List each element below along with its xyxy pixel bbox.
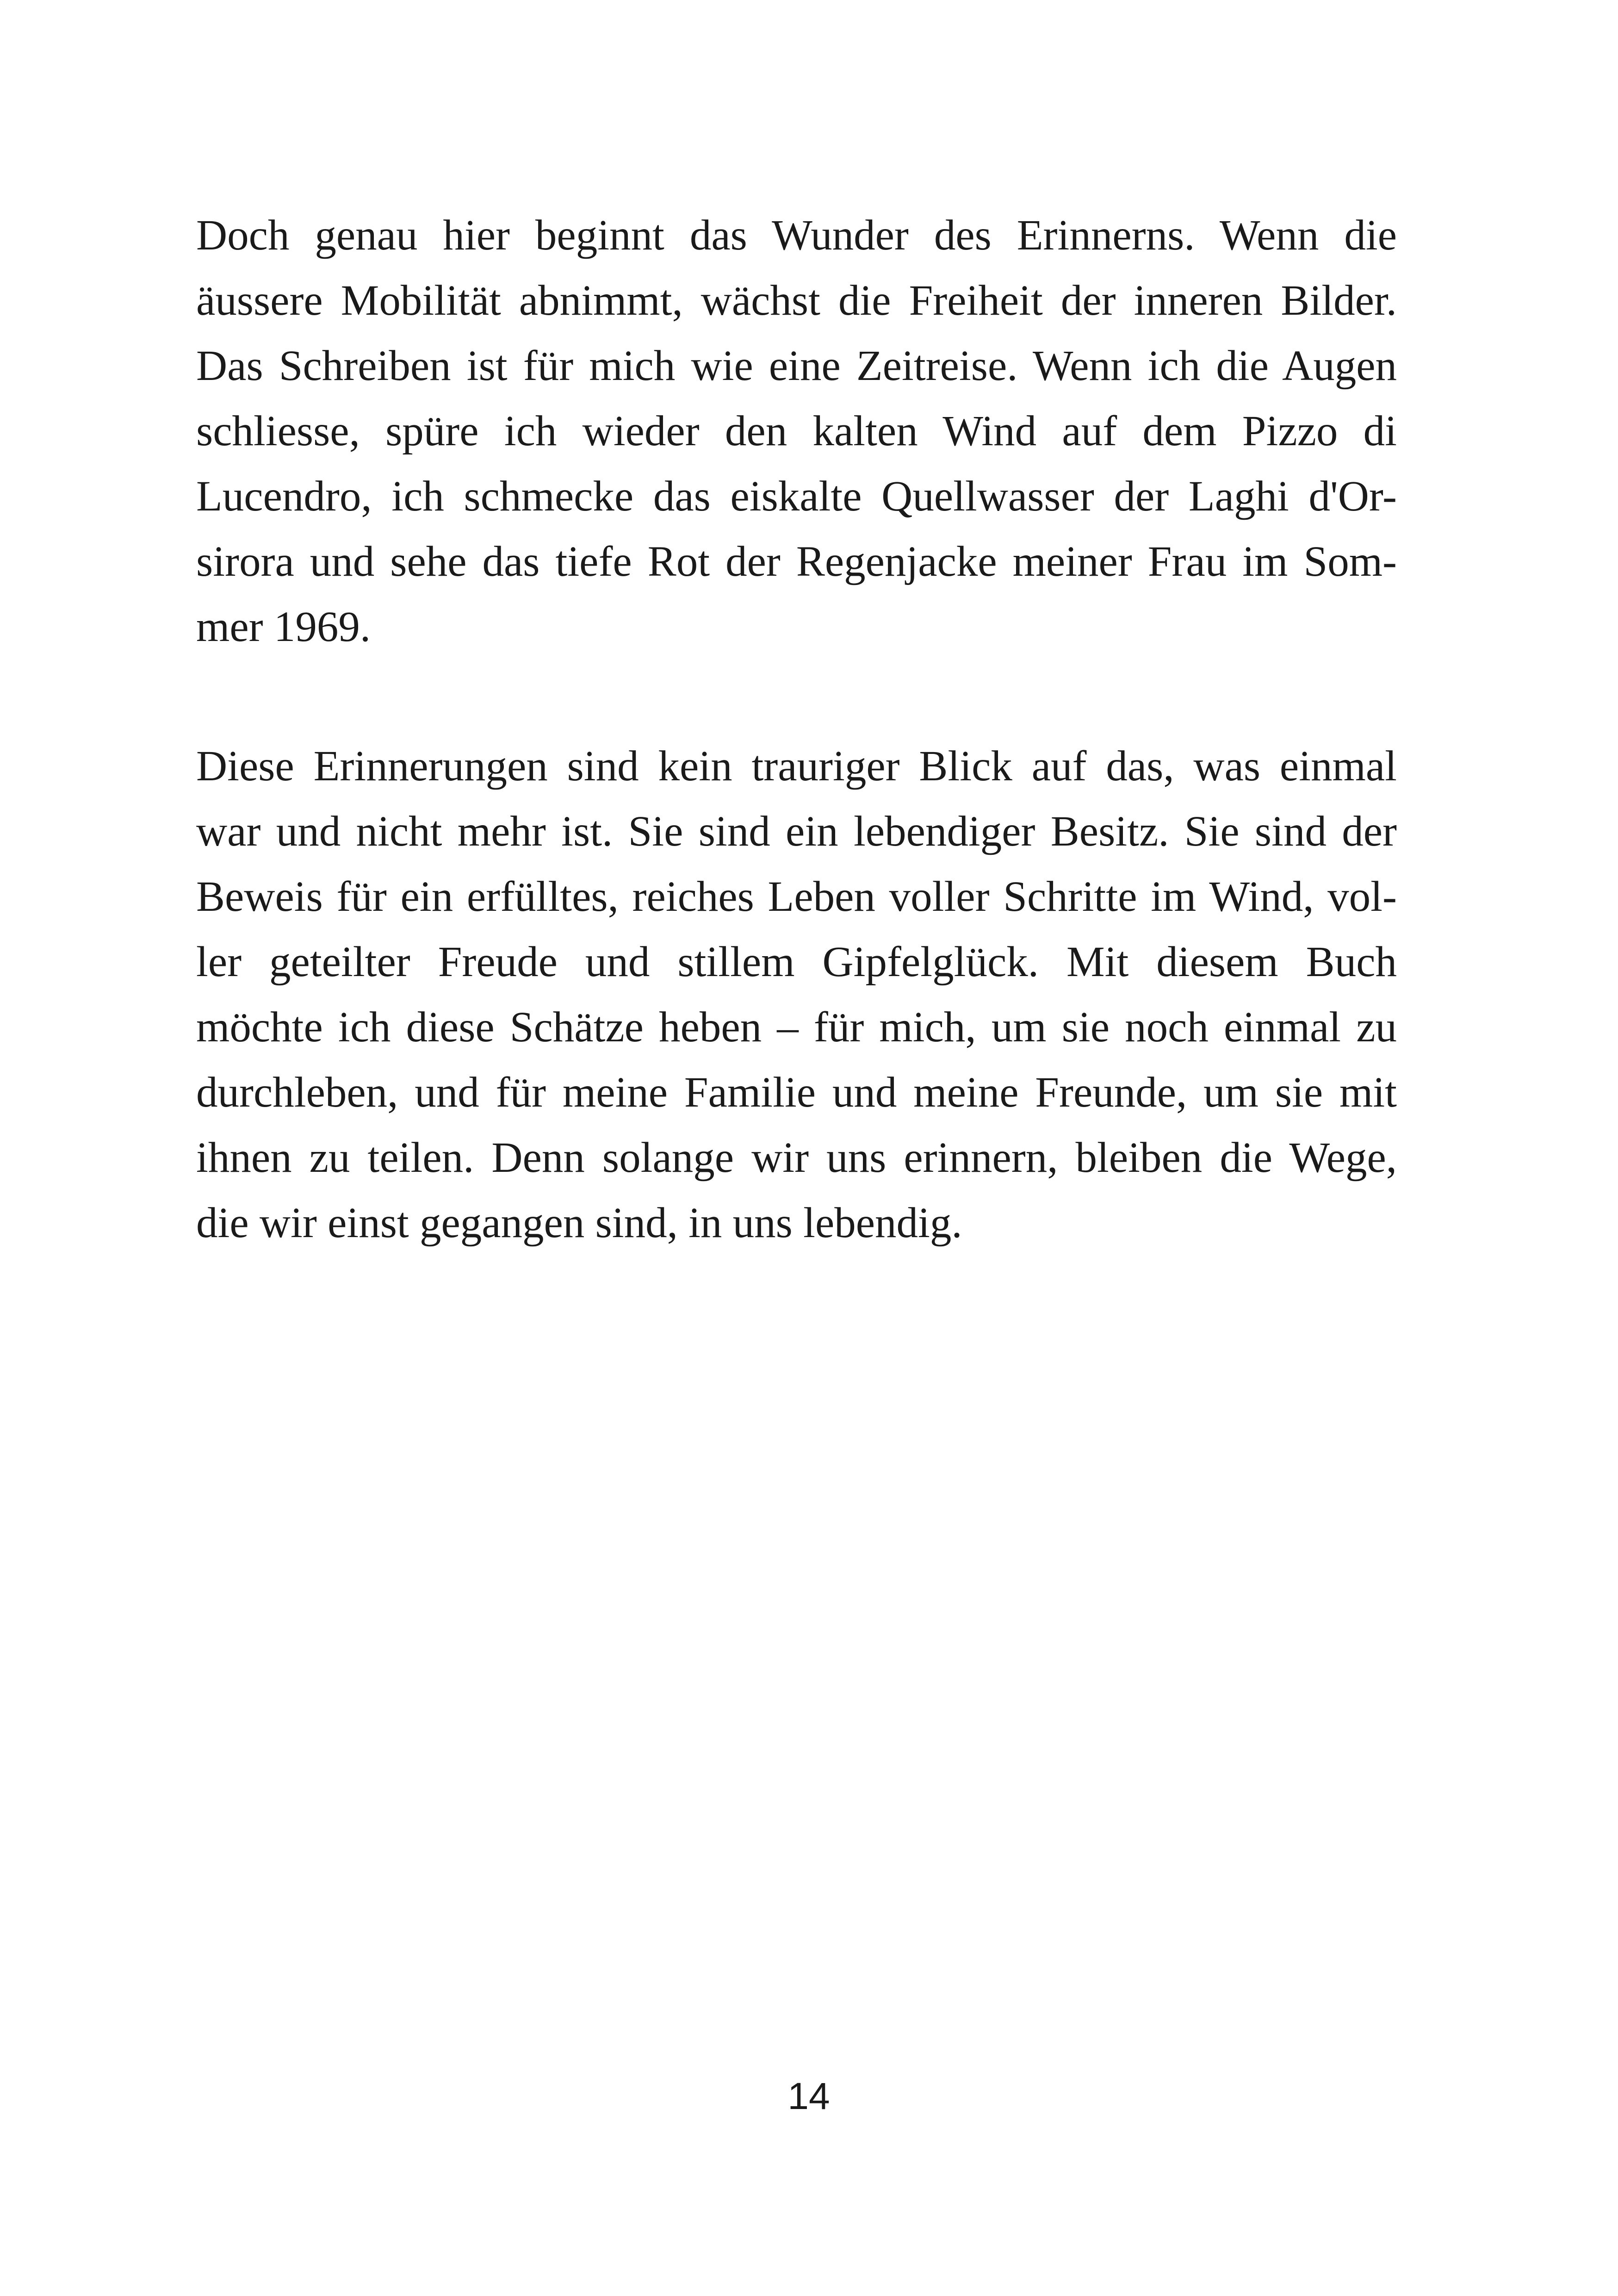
text-line: war und nicht mehr ist. Sie sind ein lebendiger Besitz. Sie sind der xyxy=(196,808,1397,855)
body-text xyxy=(196,203,1397,1256)
text-line: sirora und sehe das tiefe Rot der Regenjacke meiner Frau im Som- xyxy=(196,538,1397,585)
paragraph-2 xyxy=(196,734,1397,1256)
text-line: Diese Erinnerungen sind kein trauriger Blick auf das, was einmal xyxy=(196,742,1397,790)
text-line: ler geteilter Freude und stillem Gipfelglück. Mit diesem Buch xyxy=(196,938,1397,986)
text-line: möchte ich diese Schätze heben – für mich, um sie noch einmal zu xyxy=(196,1003,1397,1051)
text-line: durchleben, und für meine Familie und meine Freunde, um sie mit xyxy=(196,1069,1397,1116)
text-line: Lucendro, ich schmecke das eiskalte Quellwasser der Laghi d'Or- xyxy=(196,473,1397,520)
text-line: Doch genau hier beginnt das Wunder des Erinnerns. Wenn die xyxy=(196,212,1397,259)
paragraph-1 xyxy=(196,203,1397,660)
text-line: Das Schreiben ist für mich wie eine Zeitreise. Wenn ich die Augen xyxy=(196,342,1397,390)
page-number: 14 xyxy=(787,2075,830,2117)
text-line: die wir einst gegangen sind, in uns lebendig. xyxy=(196,1199,962,1247)
text-line: Beweis für ein erfülltes, reiches Leben voller Schritte im Wind, vol- xyxy=(196,873,1397,921)
text-line: mer 1969. xyxy=(196,603,371,651)
text-line: äussere Mobilität abnimmt, wächst die Freiheit der inneren Bilder. xyxy=(196,277,1397,324)
text-line: ihnen zu teilen. Denn solange wir uns erinnern, bleiben die Wege, xyxy=(196,1134,1397,1182)
text-line: schliesse, spüre ich wieder den kalten Wind auf dem Pizzo di xyxy=(196,407,1397,455)
paragraph-spacer xyxy=(196,660,1397,734)
